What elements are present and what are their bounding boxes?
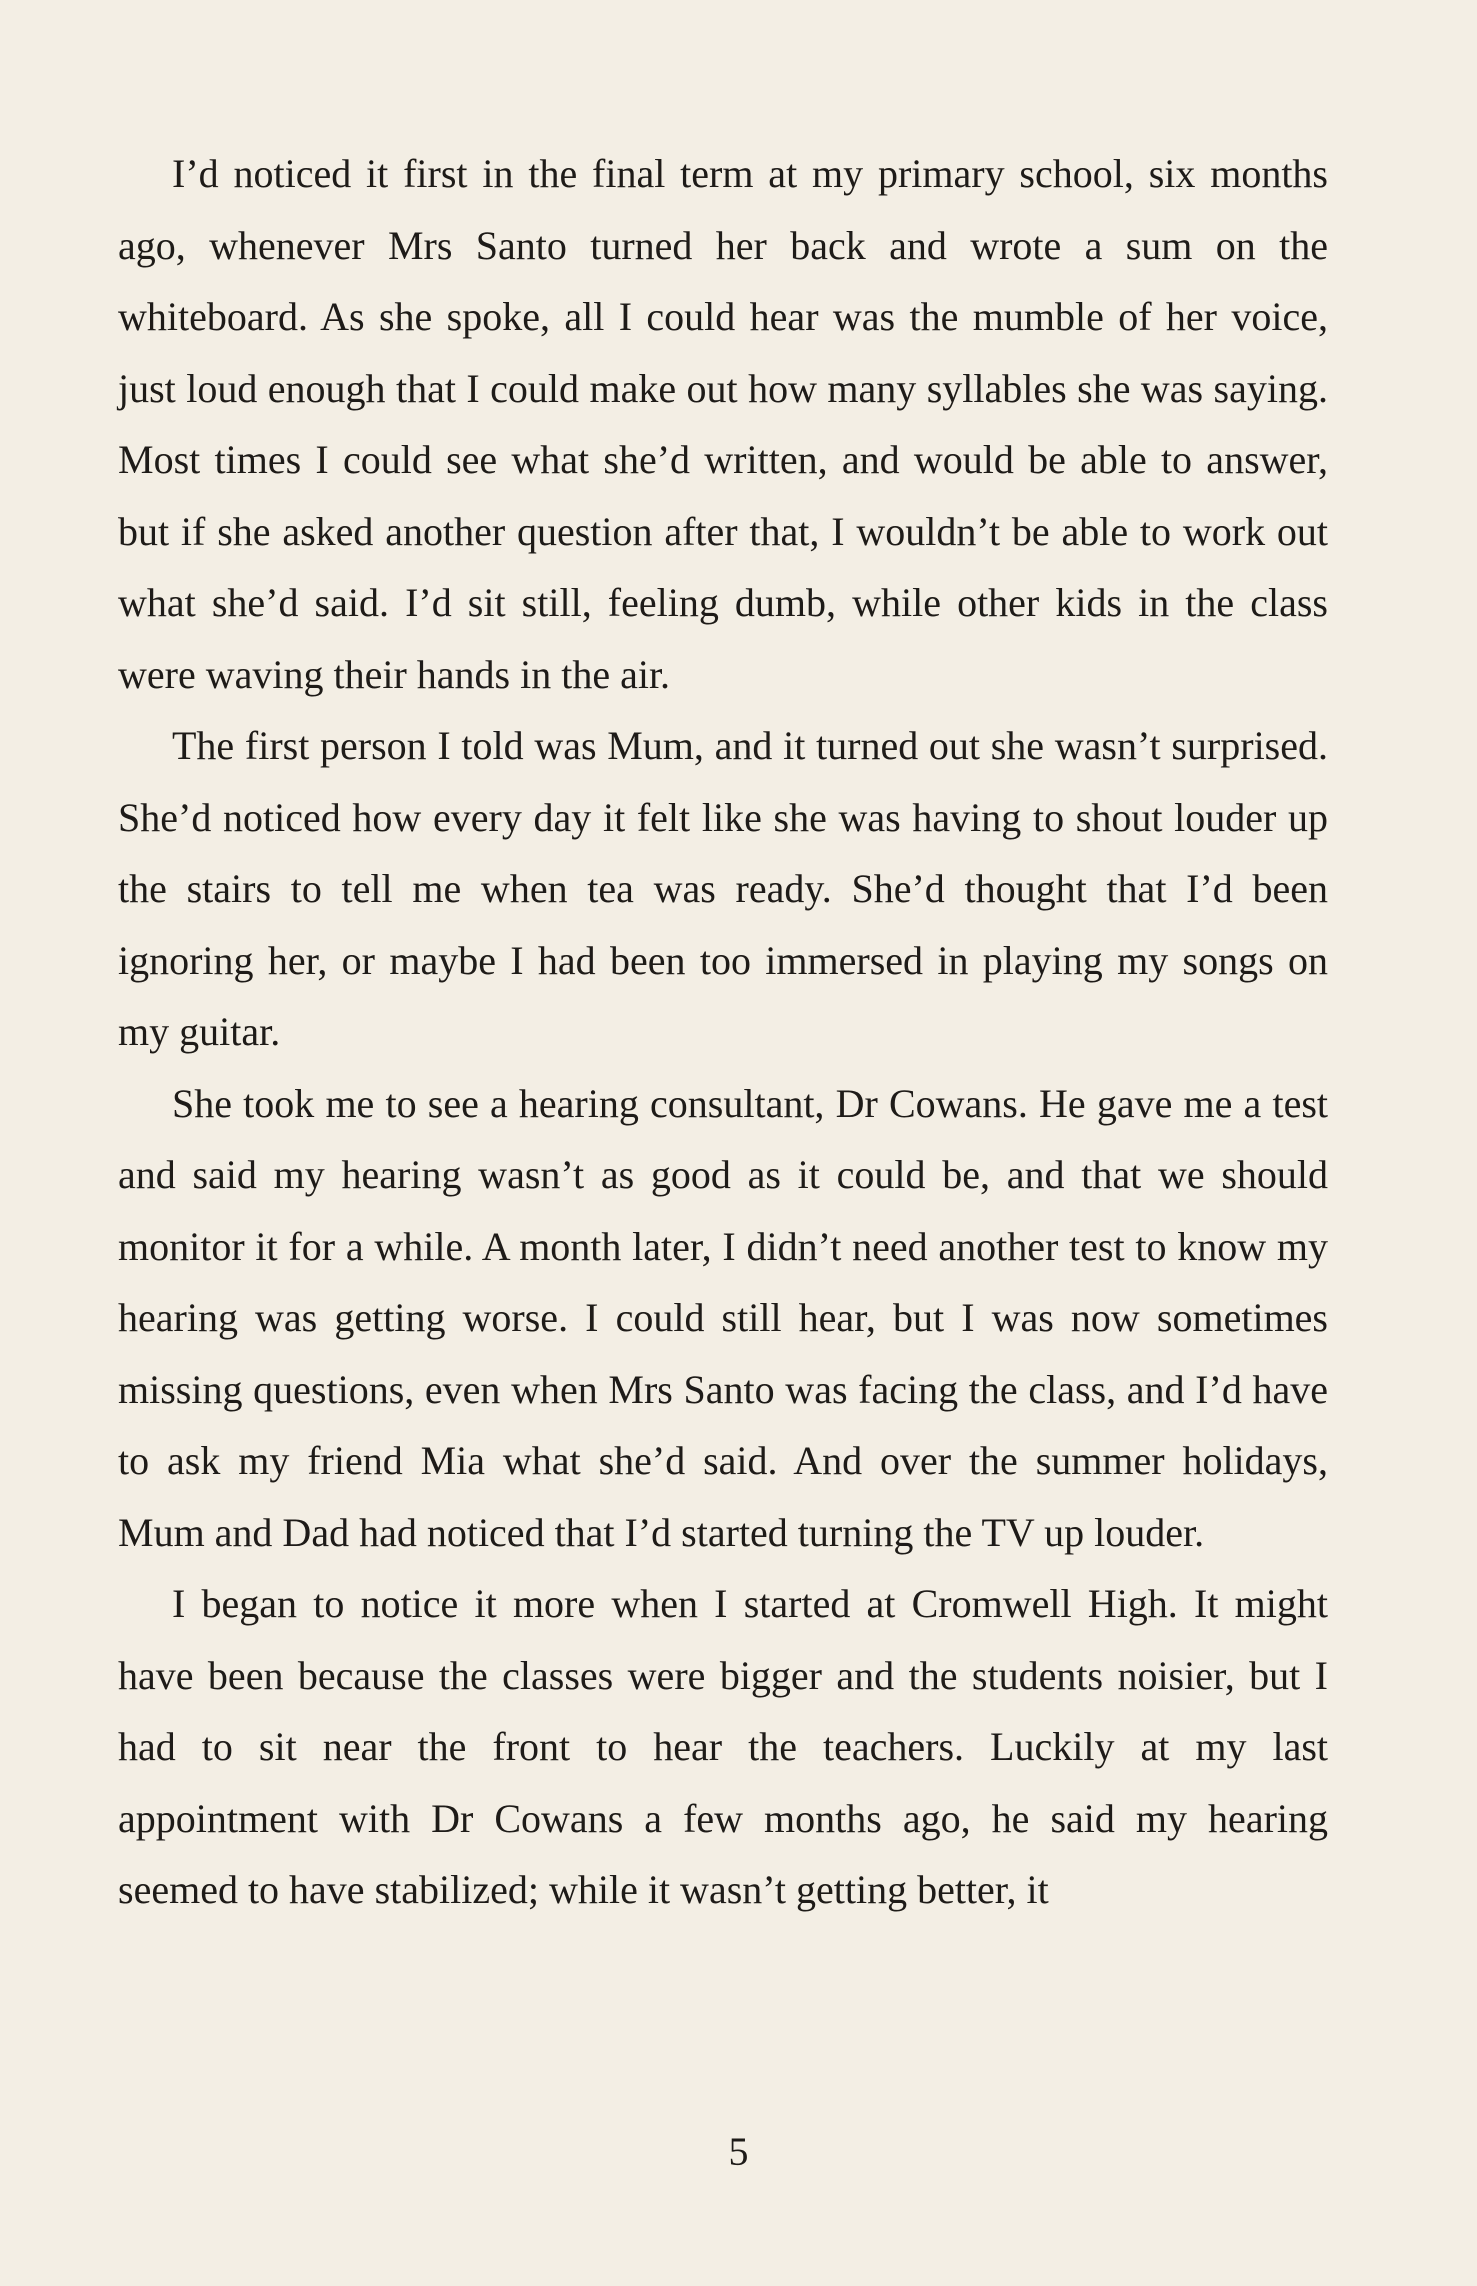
paragraph-3: She took me to see a hearing consultant, Dr Cowans. He gave me a test and said my hearing wasn’t as good as it could be, and that we should monitor it for a while. A month later, I didn’t need another test to know my hearing was getting worse. I could still hear, but I was now sometimes missing questions, even when Mrs Santo was facing the class, and I’d have to ask my friend Mia what she’d said. And over the summer holidays, Mum and Dad had noticed that I’d started turning the TV up louder. bbox=[118, 1080, 1328, 1555]
paragraph-4: I began to notice it more when I started at Cromwell High. It might have been because the classes were bigger and the students noisier, but I had to sit near the front to hear the teachers. Luckily at my last appointment with Dr Cowans a few months ago, he said my hearing seemed to have stabilized; while it wasn’t getting better, it bbox=[118, 1581, 1328, 1912]
page-number: 5 bbox=[728, 2129, 749, 2174]
body-text bbox=[118, 138, 1328, 1926]
paragraph-2: The first person I told was Mum, and it turned out she wasn’t surprised. She’d noticed how every day it felt like she was having to shout louder up the stairs to tell me when tea was ready. She’d thought that I’d been ignoring her, or maybe I had been too immersed in playing my songs on my guitar. bbox=[118, 723, 1328, 1054]
paragraph-1: I’d noticed it first in the final term at my primary school, six months ago, whenever Mrs Santo turned her back and wrote a sum on the whiteboard. As she spoke, all I could hear was the mumble of her voice, just loud enough that I could make out how many syllables she was saying. Most times I could see what she’d written, and would be able to answer, but if she asked another question after that, I wouldn’t be able to work out what she’d said. I’d sit still, feeling dumb, while other kids in the class were waving their hands in the air. bbox=[118, 151, 1328, 697]
